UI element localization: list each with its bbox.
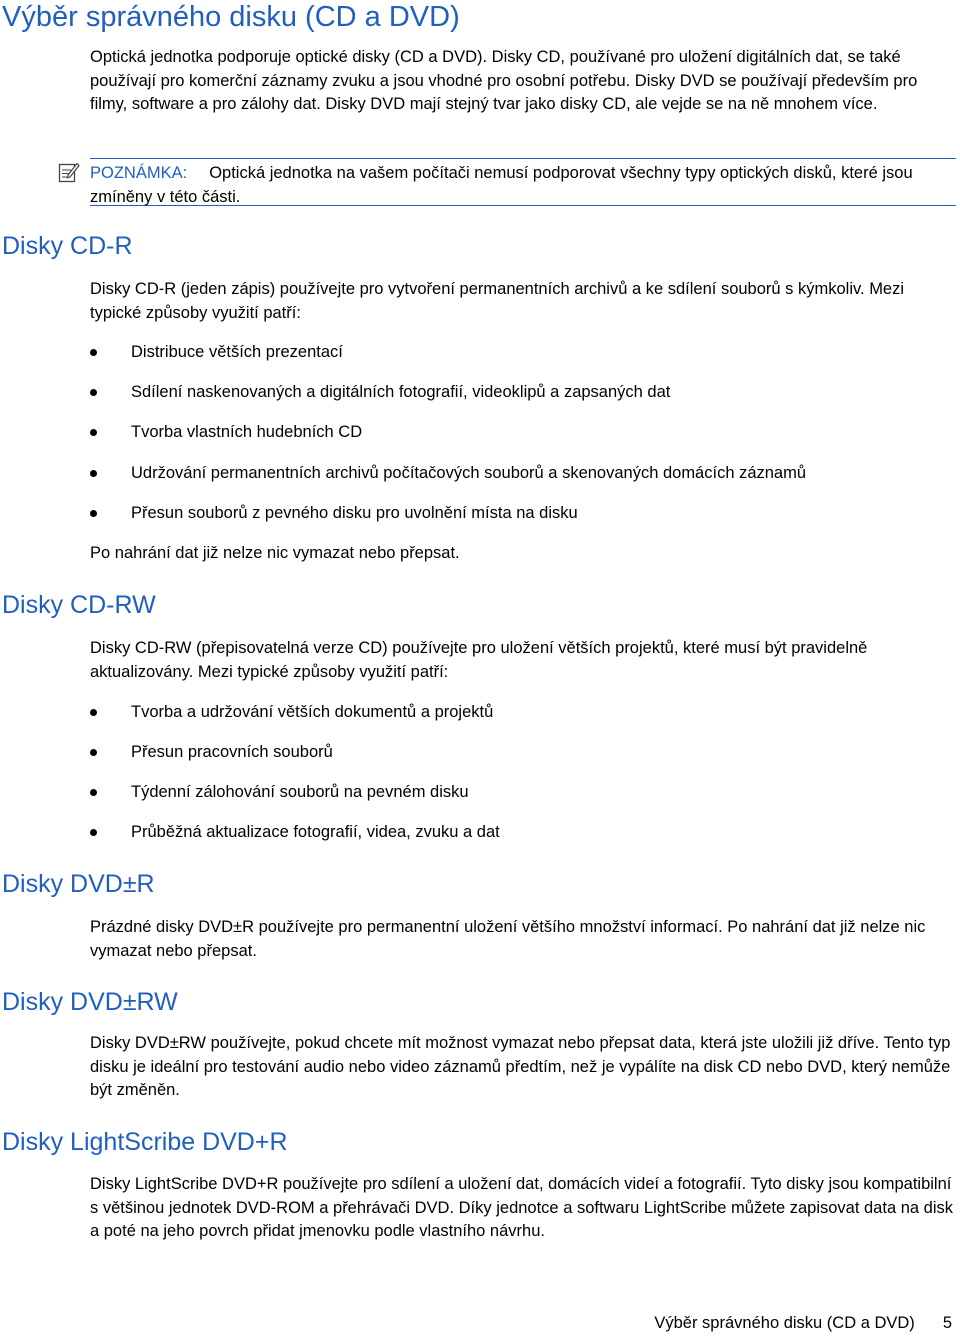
bullet-icon [90, 829, 97, 836]
bullet-icon [90, 789, 97, 796]
bullet-icon [90, 429, 97, 436]
section-text-cd-rw: Disky CD-RW (přepisovatelná verze CD) používejte pro uložení větších projektů, které musí být pravidelně aktualizovány. Mezi typické způsoby využití patří: [90, 639, 868, 681]
note-text: Optická jednotka na vašem počítači nemusí podporovat všechny typy optických disků, které jsou zmíněny v této části. [90, 164, 913, 206]
section-heading-cd-r: Disky CD-R [2, 232, 133, 260]
bullet-icon [90, 709, 97, 716]
section-heading-cd-rw: Disky CD-RW [2, 591, 156, 619]
page-footer [0, 1312, 952, 1335]
section-heading-dvd-rw: Disky DVD±RW [2, 988, 178, 1016]
section-text-dvd-rw: Disky DVD±RW používejte, pokud chcete mít možnost vymazat nebo přepsat data, která jste uložili již dříve. Tento typ disku je ideální pro testování audio nebo video záznamů předtím, než je vypálíte na disk CD nebo DVD, který nemůže být změněn. [90, 1034, 951, 1099]
bullet-icon [90, 510, 97, 517]
footer-title: Výběr správného disku (CD a DVD) [654, 1314, 915, 1332]
note-pencil-icon [58, 161, 80, 183]
page-number: 5 [942, 1314, 952, 1332]
intro-paragraph: Optická jednotka podporuje optické disky (CD a DVD). Disky CD, používané pro uložení digitálních dat, se také používají pro komerční záznamy zvuku a jsou vhodné pro osobní potřebu. Disky DVD se používají především pro filmy, software a pro zálohy dat. Disky DVD mají stejný tvar jako disky CD, ale vejde se na ně mnohem více. [90, 48, 918, 113]
bullet-icon [90, 389, 97, 396]
note-label: POZNÁMKA: [90, 164, 188, 182]
section-text-cd-r: Disky CD-R (jeden zápis) používejte pro vytvoření permanentních archivů a ke sdílení souborů s kýmkoliv. Mezi typické způsoby využití patří: [90, 280, 905, 322]
section-text-dvd-r: Prázdné disky DVD±R používejte pro permanentní uložení většího množství informací. Po nahrání dat již nelze nic vymazat nebo přepsat. [90, 918, 926, 960]
section-text-lightscribe: Disky LightScribe DVD+R používejte pro sdílení a uložení dat, domácích videí a fotografií. Tyto disky jsou kompatibilní s většinou jednotek DVD-ROM a přehrávači DVD. Díky jednotce a softwaru LightScribe můžete zapisovat data na disk a poté na jeho povrch přidat jmenovku podle vlastního návrhu. [90, 1175, 953, 1240]
bullet-icon [90, 349, 97, 356]
note-box [90, 158, 956, 206]
section-heading-lightscribe: Disky LightScribe DVD+R [2, 1128, 288, 1156]
bullet-icon [90, 470, 97, 477]
page-title: Výběr správného disku (CD a DVD) [2, 1, 460, 33]
section-after-cd-r: Po nahrání dat již nelze nic vymazat nebo přepsat. [90, 544, 460, 562]
bullet-icon [90, 749, 97, 756]
section-heading-dvd-r: Disky DVD±R [2, 870, 155, 898]
